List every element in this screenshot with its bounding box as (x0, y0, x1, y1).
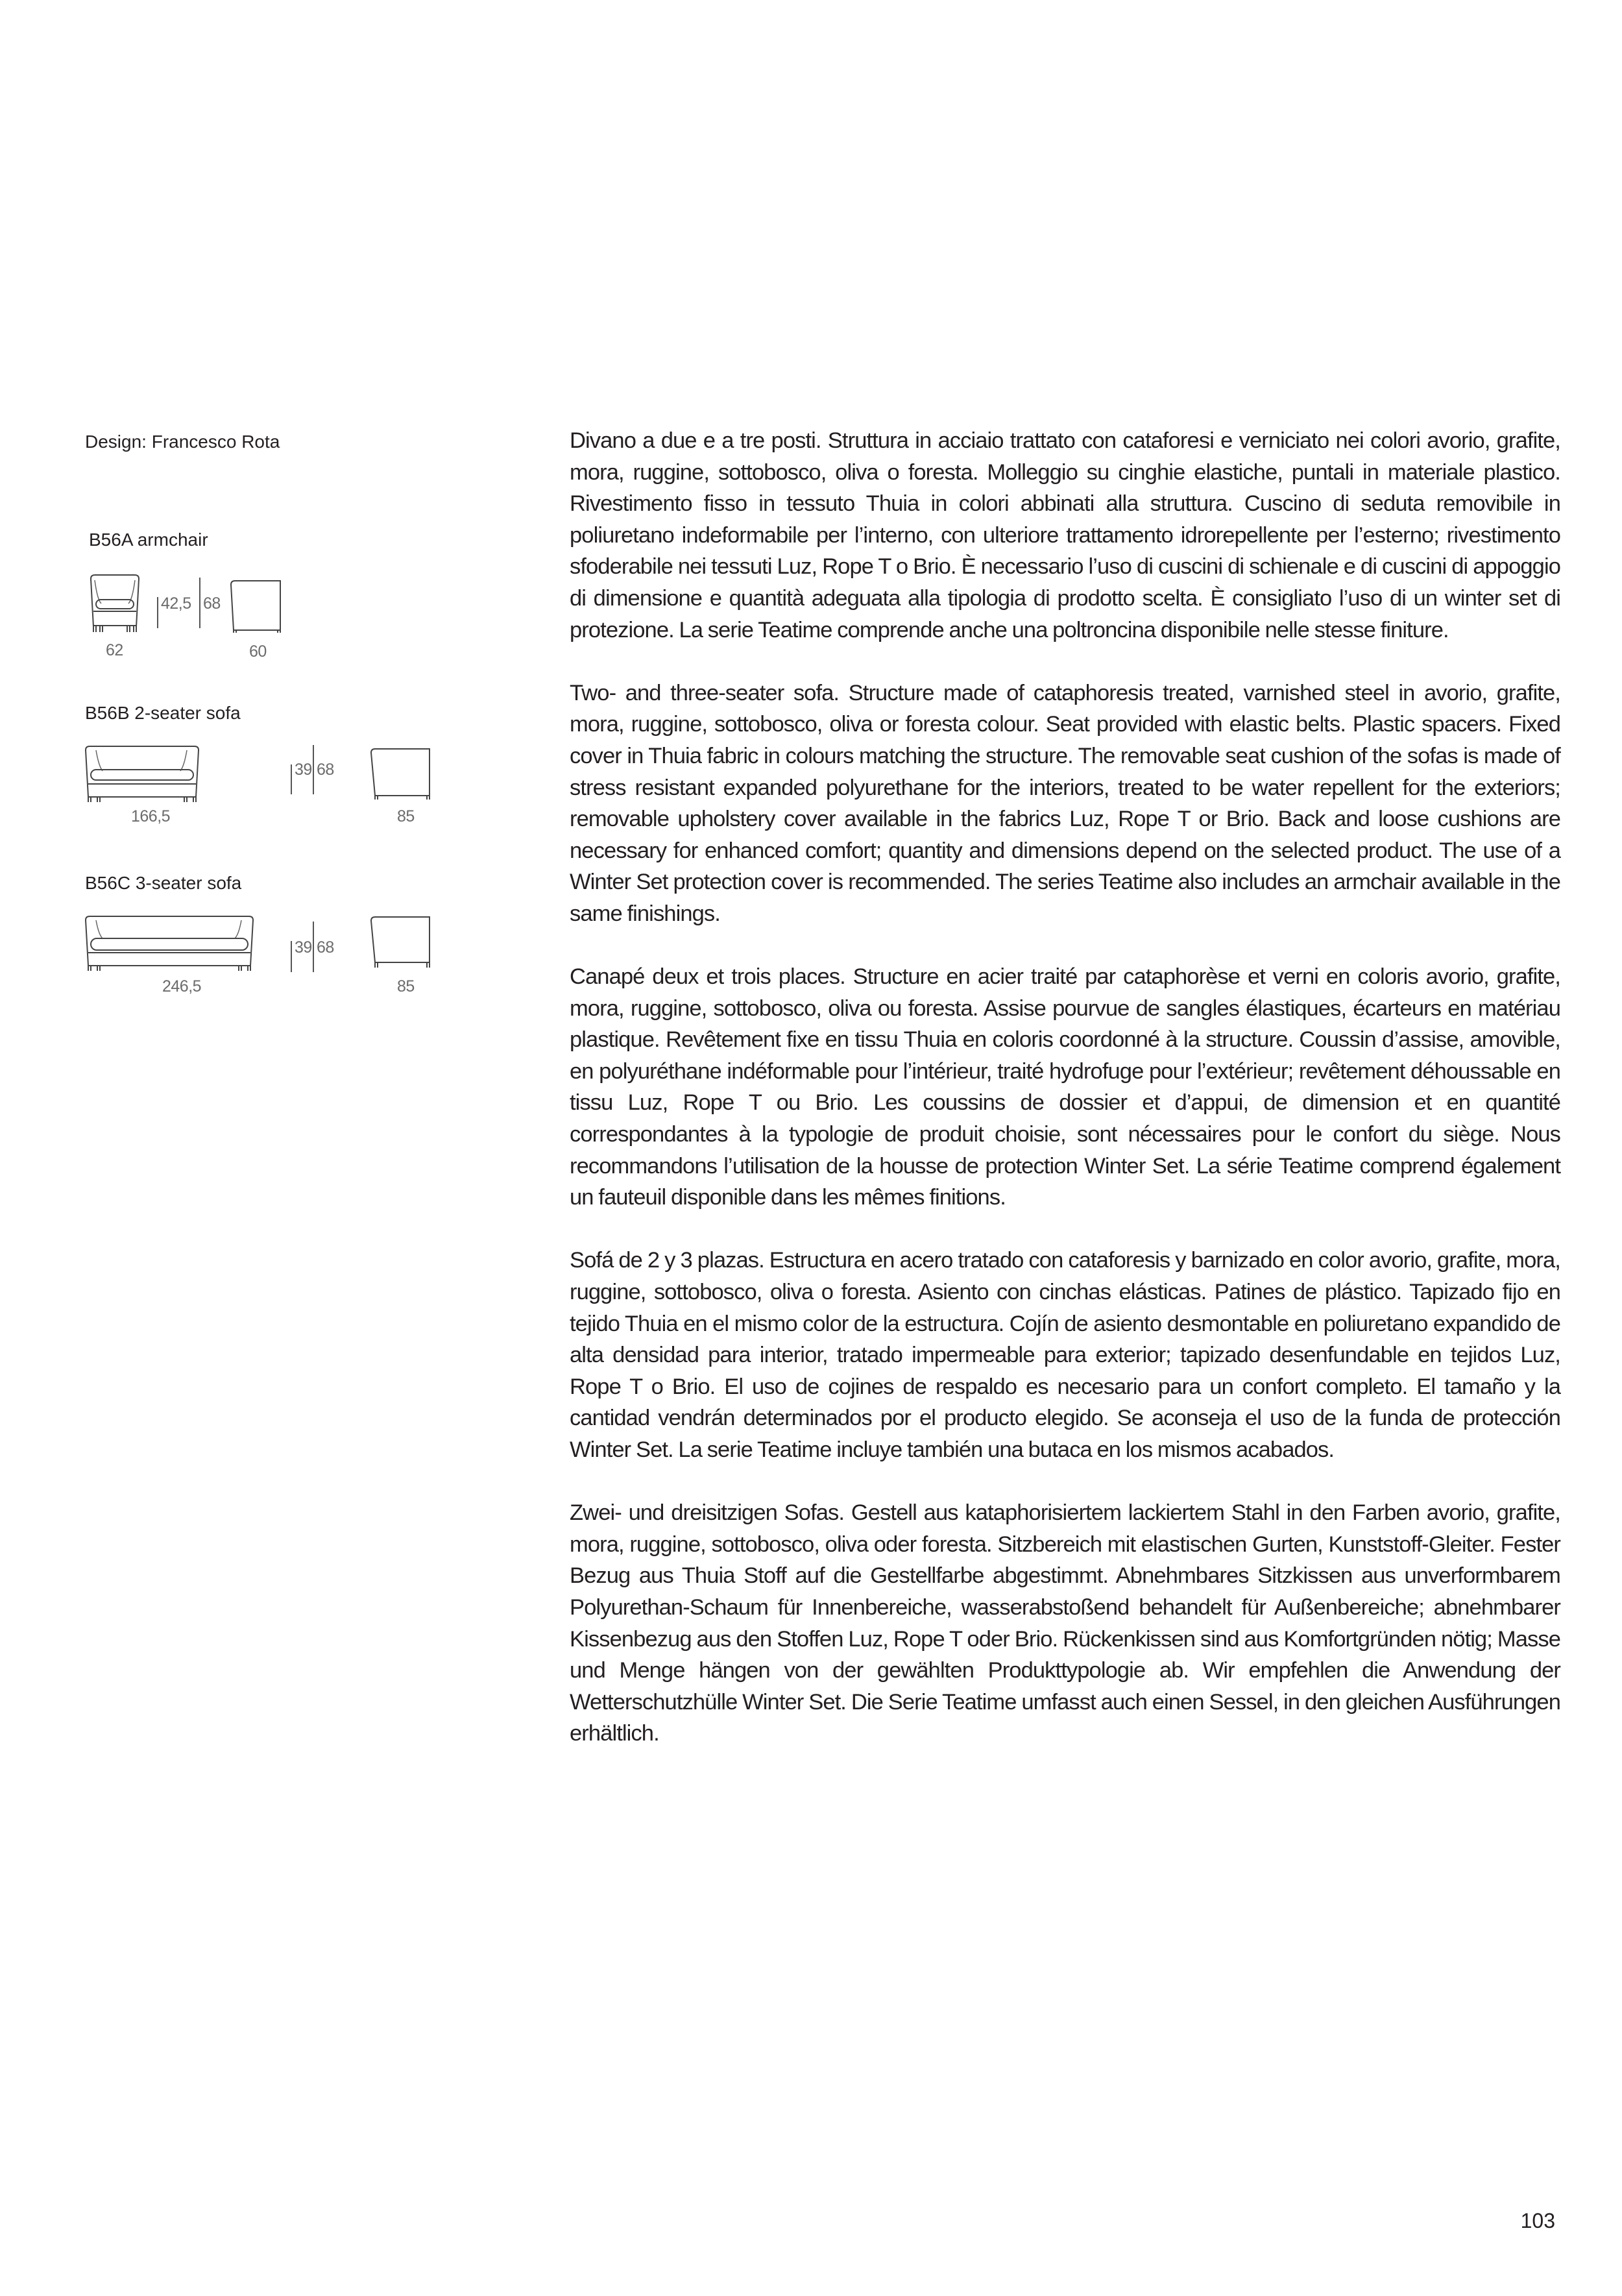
armchair-depth: 60 (249, 642, 267, 661)
overall-height-line (313, 745, 314, 794)
armchair-side-view-icon (231, 580, 283, 633)
description-italian: Divano a due e a tre posti. Struttura in acciaio trattato con cataforesi e verniciato nei colori avorio, grafite, mora, ruggine, sottobosco, oliva o foresta. Molleggio su cinghie elastiche, puntali in materiale plastico. Rivestimento fisso in tessuto Thuia in colori abbinati alla struttura. Cuscino di seduta removibile in poliuretano indeformabile per l’interno, con ulteriore trattamento idrorepellente per l’esterno; rivestimento sfoderabile nei tessuti Luz, Rope T o Brio. È necessario l’uso di cuscini di schienale e di cuscini di appoggio di dimensione e quantità adeguata alla tipologia di prodotto scelta. È consigliato l’uso di un winter set di protezione. La serie Teatime comprende anche una poltroncina disponibile nelle stesse finiture. (570, 428, 1560, 642)
sofa2-width: 166,5 (131, 807, 171, 825)
page-number: 103 (1520, 2209, 1555, 2232)
sofa3-depth: 85 (397, 977, 415, 995)
product-title-b56c: B56C 3-seater sofa (85, 873, 242, 893)
sofa3-seat-height: 39 (295, 938, 312, 957)
sofa2-height: 68 (317, 761, 334, 779)
sofa2-seat-height: 39 (295, 761, 312, 779)
description-german: Zwei- und dreisitzigen Sofas. Gestell aus kataphorisiertem lackiertem Stahl in den Farben avorio, grafite, mora, ruggine, sottobosco, oliva oder foresta. Sitzbereich mit elastischen Gurten, Kunststoff-Gleiter. Fester Bezug aus Thuia Stoff auf die Gestellfarbe abgestimmt. Abnehmbares Sitzkissen aus unverformbarem Polyurethan-Schaum für Innenbereiche, wasserabstoßend behandelt für Außenbereiche; abnehmbarer Kissenbezug aus den Stoffen Luz, Rope T oder Brio. Rückenkissen sind aus Komfortgründen nötig; Masse und Menge hängen von der gewählten Produkttypologie ab. Wir empfehlen die Anwendung der Wetterschutzhülle Winter Set. Die Serie Teatime umfasst auch einen Sessel, in den gleichen Ausführungen erhältlich. (570, 1500, 1560, 1746)
sofa3-height: 68 (317, 938, 334, 957)
armchair-width: 62 (106, 641, 123, 659)
overall-height-line (313, 922, 314, 972)
sofa3-front-view-icon (84, 915, 256, 972)
seat-height-line (291, 764, 292, 794)
description-french: Canapé deux et trois places. Structure en acier traité par cataphorèse et verni en coloris avorio, grafite, mora, ruggine, sottobosco, oliva ou foresta. Assise pourvue de sangles élastiques, écarteurs en matériau plastique. Revêtement fixe en tissu Thuia en coloris coordonné à la structure. Coussin d’assise, amovible, en polyuréthane indéformable pour l’intérieur, traité hydrofuge pour l’extérieur; revêtement déhoussable en tissu Luz, Rope T ou Brio. Les coussins de dossier et d’appui, de dimension et en quantité correspondantes à la typologie de produit choisie, sont nécessaires pour le confort du siège. Nous recommandons l’utilisation de la housse de protection Winter Set. La série Teatime comprend également un fauteuil disponible dans les mêmes finitions. (570, 964, 1560, 1210)
seat-height-line (157, 597, 158, 628)
armchair-height: 68 (203, 594, 221, 613)
description-english: Two- and three-seater sofa. Structure made of cataphoresis treated, varnished steel in avorio, grafite, mora, ruggine, sottobosco, oliva or foresta colour. Seat provided with elastic belts. Plastic spacers. Fixed cover in Thuia fabric in colours matching the structure. The removable seat cushion of the sofas is made of stress resistant expanded polyurethane for the interiors, treated to be water repellent for the exteriors; removable upholstery cover available in the fabrics Luz, Rope T or Brio. Back and loose cushions are necessary for enhanced comfort; quantity and dimensions depend on the selected product. The use of a Winter Set protection cover is recommended. The series Teatime also includes an armchair available in the same finishings. (570, 680, 1560, 926)
designer-credit: Design: Francesco Rota (85, 432, 280, 452)
description-column (570, 425, 1560, 1781)
sofa3-side-view-icon (371, 916, 431, 968)
product-title-b56b: B56B 2-seater sofa (85, 703, 241, 723)
sofa2-depth: 85 (397, 807, 415, 825)
sofa2-front-view-icon (84, 745, 201, 803)
armchair-front-view-icon (90, 574, 141, 632)
seat-height-line (291, 941, 292, 972)
sofa3-width: 246,5 (162, 977, 202, 995)
overall-height-line (199, 578, 200, 628)
sofa2-side-view-icon (371, 748, 431, 800)
product-title-b56a: B56A armchair (89, 530, 208, 550)
armchair-seat-height: 42,5 (161, 594, 191, 613)
description-spanish: Sofá de 2 y 3 plazas. Estructura en acero tratado con cataforesis y barnizado en color avorio, grafite, mora, ruggine, sottobosco, oliva o foresta. Asiento con cinchas elásticas. Patines de plástico. Tapizado fijo en tejido Thuia en el mismo color de la estructura. Cojín de asiento desmontable en poliuretano expandido de alta densidad para interior, tratado impermeable para exterior; tapizado desenfundable en tejidos Luz, Rope T o Brio. El uso de cojines de respaldo es necesario para un confort completo. El tamaño y la cantidad vendrán determinados por el producto elegido. Se aconseja el uso de la funda de protección Winter Set. La serie Teatime incluye también una butaca en los mismos acabados. (570, 1248, 1560, 1462)
